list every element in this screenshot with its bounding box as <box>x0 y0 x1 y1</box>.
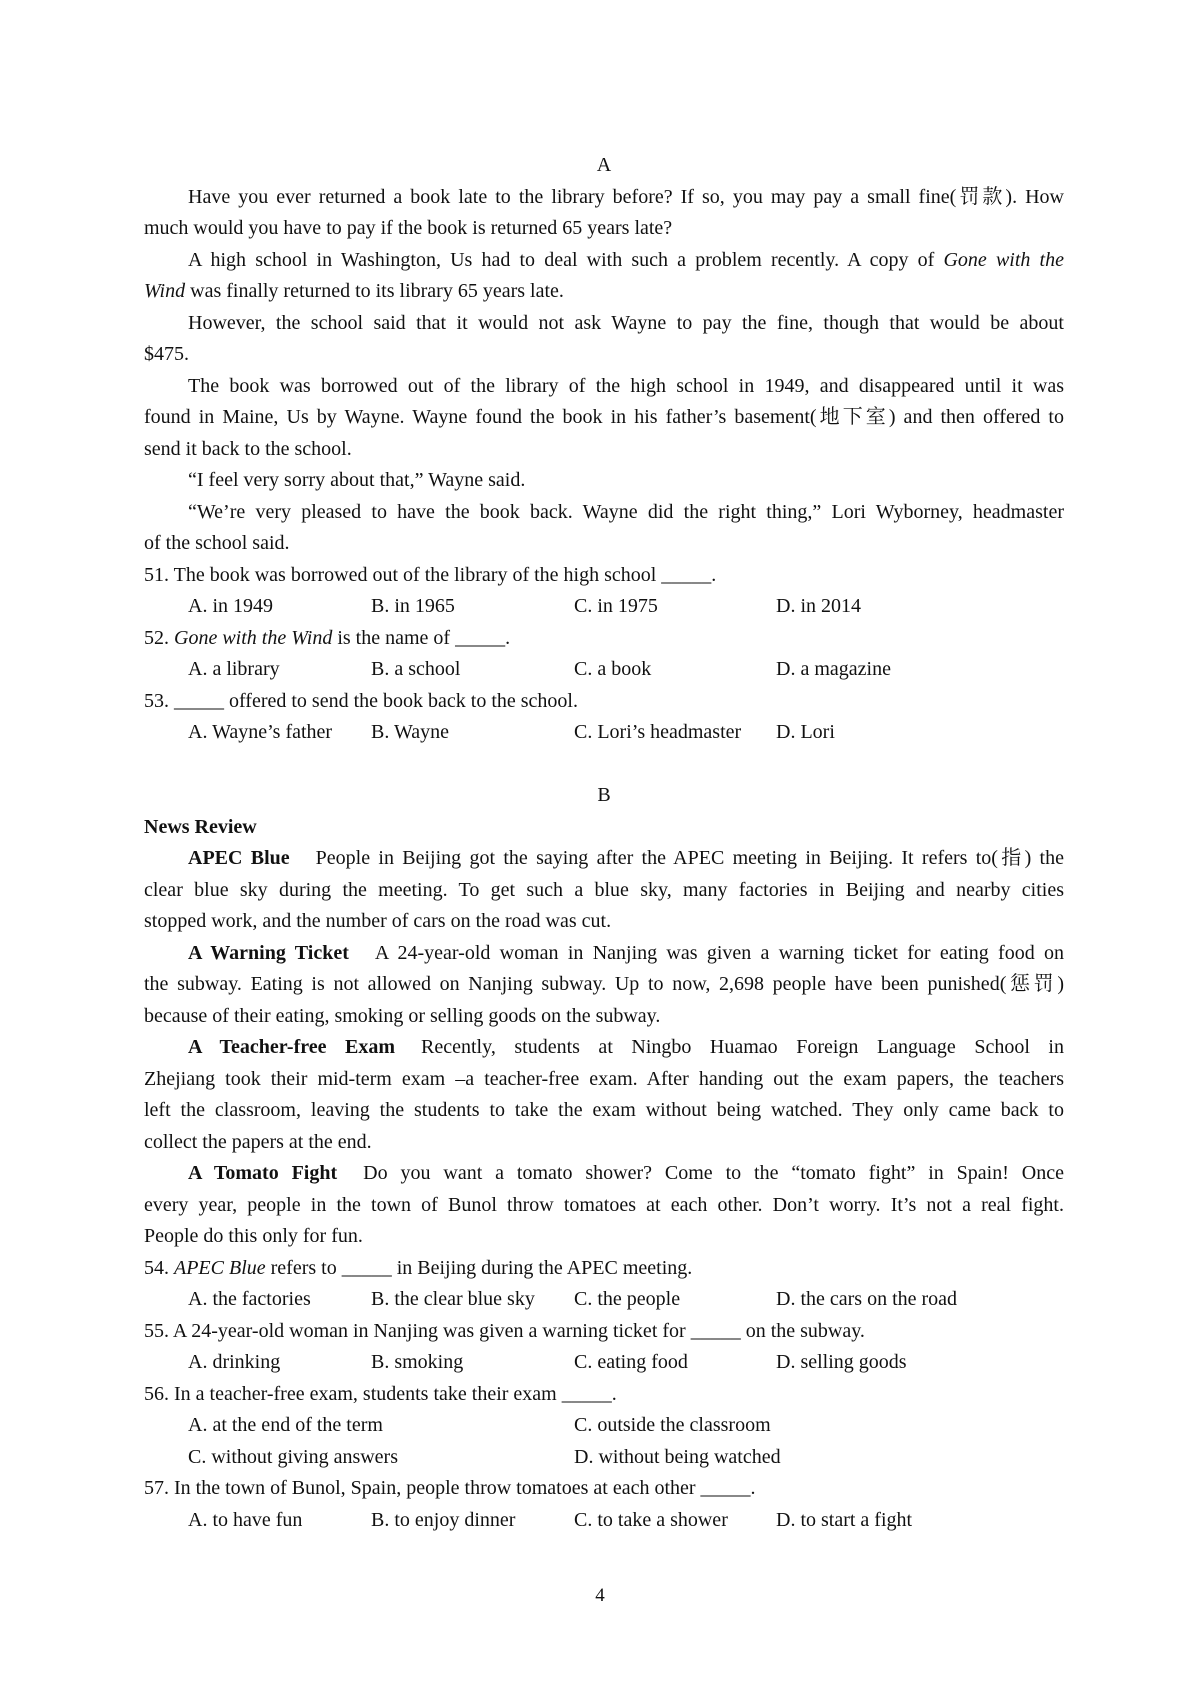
question-54-options <box>144 1284 1064 1316</box>
option-a: A. the factories <box>188 1288 311 1310</box>
question-number: 54. <box>144 1256 174 1279</box>
option-c: C. eating food <box>574 1351 688 1373</box>
book-title: Gone with the <box>943 248 1064 271</box>
option-a: A. a library <box>188 658 280 680</box>
news-item-heading: A Warning Ticket <box>188 941 349 964</box>
paragraph-line: because of their eating, smoking or selling goods on the subway. <box>144 1004 661 1027</box>
question-51-options <box>144 591 1064 623</box>
paragraph-line: The book was borrowed out of the library of the high school in 1949, and disappeared until it was <box>188 374 1064 397</box>
paragraph-line: left the classroom, leaving the students to take the exam without being watched. They only came back to <box>144 1099 1064 1121</box>
option-d: D. to start a fight <box>776 1508 913 1531</box>
option-b: B. to enjoy dinner <box>371 1508 516 1531</box>
question-56-options-row2 <box>144 1442 1064 1474</box>
news-review-heading: News Review <box>144 815 257 838</box>
section-gap <box>144 749 1064 781</box>
paragraph-line: People do this only for fun. <box>144 1225 363 1247</box>
option-a: A. in 1949 <box>188 595 273 617</box>
option-c: C. without giving answers <box>188 1445 398 1468</box>
option-d: D. in 2014 <box>776 595 861 617</box>
option-d: D. the cars on the road <box>776 1288 958 1310</box>
paragraph-line: $475. <box>144 343 189 365</box>
paragraph-line: Have you ever returned a book late to the library before? If so, you may pay a small fine(罚款). How <box>188 185 1064 208</box>
question-56-options-row1 <box>144 1410 1064 1442</box>
paragraph-line <box>144 1032 1064 1064</box>
section-b-heading: B <box>597 784 611 806</box>
option-c: C. outside the classroom <box>574 1414 771 1436</box>
paragraph-line: the subway. Eating is not allowed on Nanjing subway. Up to now, 2,698 people have been punished(惩罚) <box>144 973 1064 995</box>
question-56-stem: 56. In a teacher-free exam, students take their exam _____. <box>144 1382 617 1405</box>
question-52-stem <box>144 623 1064 655</box>
paragraph-line: clear blue sky during the meeting. To get such a blue sky, many factories in Beijing and nearby cities <box>144 878 1064 901</box>
question-51-stem: 51. The book was borrowed out of the library of the high school _____. <box>144 563 717 586</box>
page-number: 4 <box>595 1585 605 1606</box>
option-b: B. the clear blue sky <box>371 1288 535 1310</box>
question-57-options <box>144 1505 1064 1537</box>
option-c: C. Lori’s headmaster <box>574 721 742 743</box>
option-b: B. in 1965 <box>371 595 455 617</box>
section-a-heading: A <box>596 154 612 176</box>
text-run: refers to _____ in Beijing during the APEC meeting. <box>265 1256 693 1279</box>
option-c: C. a book <box>574 658 652 680</box>
paragraph-line: “I feel very sorry about that,” Wayne said. <box>188 469 526 491</box>
question-54-stem <box>144 1253 1064 1285</box>
option-d: D. a magazine <box>776 658 891 680</box>
paragraph-line: collect the papers at the end. <box>144 1130 372 1153</box>
paragraph-line: found in Maine, Us by Wayne. Wayne found the book in his father’s basement(地下室) and then offered to <box>144 406 1064 428</box>
question-55-stem: 55. A 24-year-old woman in Nanjing was given a warning ticket for _____ on the subway. <box>144 1319 865 1342</box>
option-c: C. to take a shower <box>574 1508 728 1531</box>
term-title: APEC Blue <box>174 1256 266 1279</box>
text-run: People in Beijing got the saying after the APEC meeting in Beijing. It refers to(指) the <box>315 847 1064 869</box>
paragraph-line: of the school said. <box>144 532 290 554</box>
news-item-heading: APEC Blue <box>188 847 290 869</box>
question-53-options <box>144 717 1064 749</box>
option-b: B. Wayne <box>371 721 450 743</box>
text-run: A high school in Washington, Us had to deal with such a problem recently. A copy of <box>188 248 944 271</box>
paragraph-line <box>144 938 1064 970</box>
paragraph-line <box>144 1158 1064 1190</box>
news-item-heading: A Tomato Fight <box>188 1162 338 1184</box>
option-d: D. Lori <box>776 721 835 743</box>
option-d: D. selling goods <box>776 1351 907 1373</box>
option-d: D. without being watched <box>574 1445 781 1468</box>
paragraph-line: Zhejiang took their mid-term exam –a teacher-free exam. After handing out the exam papers, the teachers <box>144 1067 1064 1090</box>
paragraph-line <box>144 245 1064 277</box>
option-c: C. in 1975 <box>574 595 658 617</box>
text-run: Recently, students at Ningbo Huamao Foreign Language School in <box>421 1036 1064 1058</box>
option-c: C. the people <box>574 1288 681 1310</box>
paragraph-line: However, the school said that it would not ask Wayne to pay the fine, though that would be about <box>188 311 1064 334</box>
book-title: Wind <box>144 280 186 302</box>
paragraph-line: stopped work, and the number of cars on the road was cut. <box>144 910 612 932</box>
question-57-stem: 57. In the town of Bunol, Spain, people throw tomatoes at each other _____. <box>144 1477 756 1499</box>
option-a: A. drinking <box>188 1351 281 1373</box>
question-number: 52. <box>144 626 174 649</box>
paragraph-line: “We’re very pleased to have the book back. Wayne did the right thing,” Lori Wyborney, headmaster <box>188 500 1064 523</box>
text-run: A 24-year-old woman in Nanjing was given a warning ticket for eating food on <box>374 941 1064 964</box>
question-55-options <box>144 1347 1064 1379</box>
text-run: is the name of _____. <box>332 626 511 649</box>
paragraph-line <box>144 276 1064 308</box>
paragraph-line: much would you have to pay if the book is returned 65 years late? <box>144 217 673 239</box>
option-b: B. smoking <box>371 1351 464 1373</box>
news-item-heading: A Teacher-free Exam <box>188 1036 396 1058</box>
book-title: Gone with the Wind <box>174 626 333 649</box>
question-52-options <box>144 654 1064 686</box>
paragraph-line: every year, people in the town of Bunol throw tomatoes at each other. Don’t worry. It’s not a real fight. <box>144 1193 1064 1216</box>
question-53-stem: 53. _____ offered to send the book back to the school. <box>144 689 578 712</box>
option-a: A. at the end of the term <box>188 1414 383 1436</box>
text-run: was finally returned to its library 65 years late. <box>185 280 564 302</box>
paragraph-line <box>144 843 1064 875</box>
option-a: A. Wayne’s father <box>188 721 333 743</box>
option-a: A. to have fun <box>188 1508 303 1531</box>
document-page <box>144 150 1064 1536</box>
text-run: Do you want a tomato shower? Come to the “tomato fight” in Spain! Once <box>363 1162 1064 1184</box>
paragraph-line: send it back to the school. <box>144 437 352 460</box>
option-b: B. a school <box>371 658 461 680</box>
